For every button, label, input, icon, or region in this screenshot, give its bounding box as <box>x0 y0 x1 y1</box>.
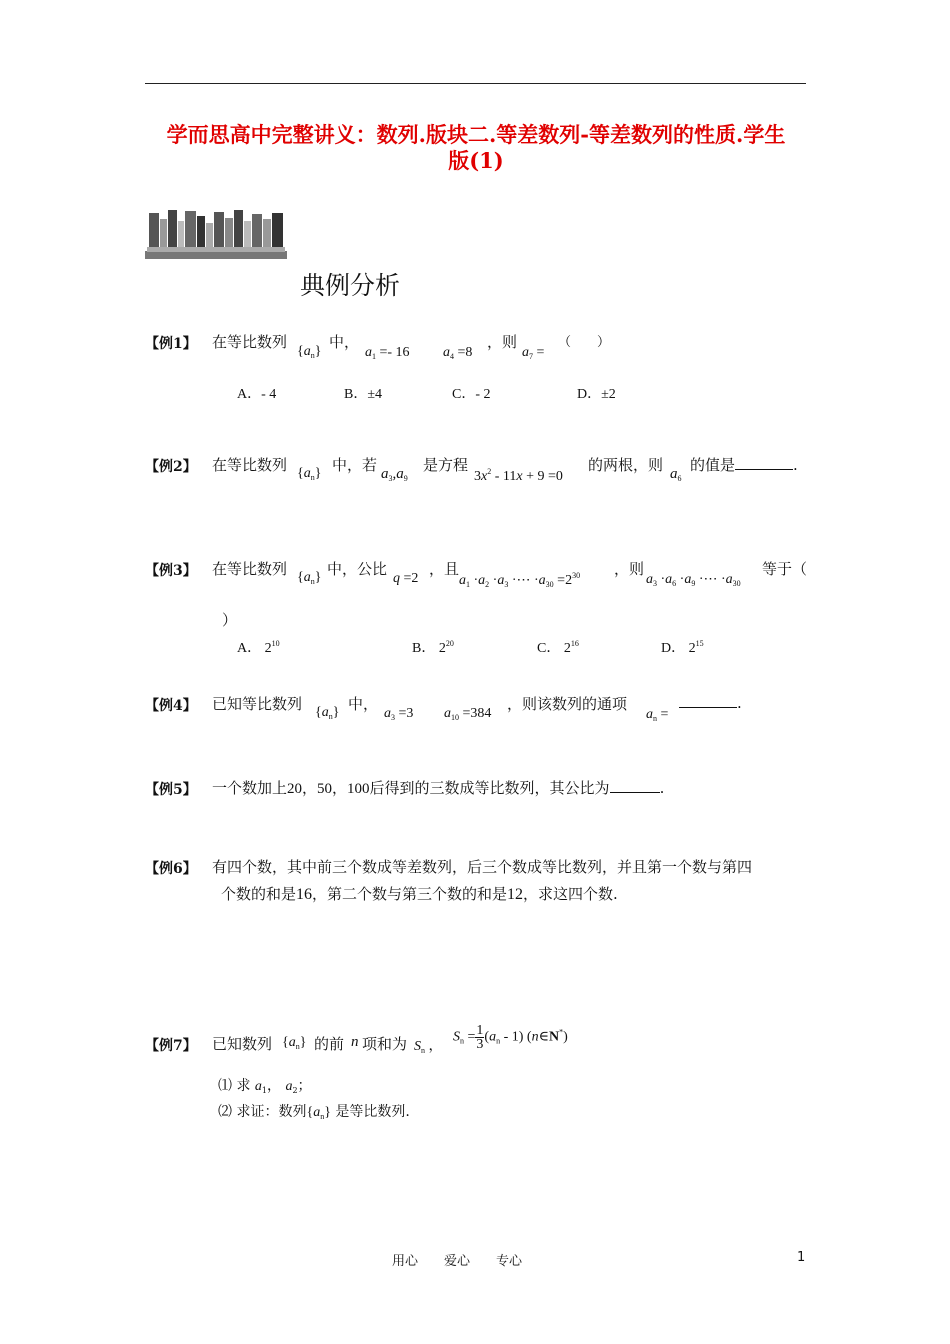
example-6-label: 【例6】 <box>145 861 197 877</box>
example-1-option-b: B．±4 <box>344 387 383 402</box>
title-line-1: 学而思高中完整讲义：数列.版块二.等差数列-等差数列的性质.学生 <box>166 122 786 147</box>
example-2-text-d: 的两根，则 <box>588 456 664 474</box>
page-number: 1 <box>797 1250 806 1265</box>
example-2-equation: $3x^2 - 11x + 9 =0$ <box>474 467 563 484</box>
title-line-2: 版(1) <box>448 148 504 173</box>
example-1-cond-1: $a_1 =- 16$ <box>365 345 410 361</box>
example-4-cond-1: $a_3 =3$ <box>384 706 414 722</box>
example-3-text-e: 等于（ <box>762 560 808 578</box>
example-4-blank: . <box>679 693 742 712</box>
example-2-a6: $a_6$ <box>670 466 682 483</box>
example-2-label: 【例2】 <box>145 459 197 475</box>
example-3-ratio: q =2 <box>393 571 419 586</box>
example-4-seq-an: $\{a_n\}$ <box>315 705 340 721</box>
example-3-option-a: A． $2^{10}$ <box>237 639 280 656</box>
example-3-text-c: ，且 <box>429 560 460 578</box>
example-2-seq-an: $\{a_n\}$ <box>297 466 322 482</box>
example-1-paren: （ ） <box>558 335 611 350</box>
example-7-question-2: ⑵ 求证：数列$\{a_n\}$ 是等比数列. <box>218 1104 410 1121</box>
example-3-product-asked: $a_3 \cdot a_6 \cdot a_9$ ·⋯ $\cdot a_{30}$ <box>646 572 741 588</box>
example-1-option-c: C．- 2 <box>452 387 491 402</box>
example-1-option-a: A．- 4 <box>237 387 277 402</box>
example-4-label: 【例4】 <box>145 698 197 714</box>
example-7-fraction: $\frac{1}{3}$ <box>476 1023 484 1052</box>
example-7-text-c: 项和为 <box>362 1035 408 1053</box>
example-3-option-d: D． $2^{15}$ <box>661 639 704 656</box>
example-3-text-f: ） <box>222 611 238 629</box>
example-1-label: 【例1】 <box>145 336 197 352</box>
example-3-label: 【例3】 <box>145 563 197 579</box>
example-1-seq-an: $\{a_n\}$ <box>297 344 322 360</box>
example-6-line-2: 个数的和是16，第二个数与第三个数的和是12，求这四个数. <box>221 885 618 903</box>
example-3-text-b: 中，公比 <box>327 560 388 578</box>
example-7-label: 【例7】 <box>145 1038 197 1054</box>
example-3-text-a: 在等比数列 <box>212 560 288 578</box>
example-1-option-d: D．±2 <box>577 387 616 402</box>
example-7-sn: $S_n$ ， <box>414 1039 443 1055</box>
example-3-option-c: C． $2^{16}$ <box>537 639 579 656</box>
example-5-text: 一个数加上20，50，100后得到的三数成等比数列，其公比为 . <box>212 779 665 797</box>
example-4-text-c: ，则该数列的通项 <box>507 695 628 713</box>
example-1-a7: $a_7$ = <box>522 345 545 361</box>
example-4-text-b: 中， <box>348 695 379 713</box>
footer-text: 用心 爱心 专心 <box>392 1254 523 1269</box>
example-1-text-a: 在等比数列 <box>212 333 288 351</box>
example-7-question-1: ⑴ 求 $a_1$， $a_2$； <box>218 1078 312 1095</box>
example-7-n: n <box>351 1034 359 1050</box>
example-4-text-a: 已知等比数列 <box>212 695 303 713</box>
example-7-formula: $S_n$ = $\frac{1}{3}$ $(a_n - 1)$ (n∈N*) <box>453 1023 568 1052</box>
books-icon <box>143 207 289 261</box>
example-2-text-c: 是方程 <box>423 456 469 474</box>
example-7-seq-an: $\{a_n\}$ <box>282 1035 307 1051</box>
example-4-cond-2: $a_{10} =384$ <box>444 706 492 722</box>
example-2-text-e: 的值是 . <box>690 456 798 474</box>
example-3-seq-an: $\{a_n\}$ <box>297 570 322 586</box>
example-1-cond-2: $a_4 =8$ <box>443 345 473 361</box>
example-3-product-given: $a_1 \cdot a_2 \cdot a_3$ ·⋯ $\cdot a_{30} =2^{30}$ <box>459 571 581 589</box>
example-7-text-a: 已知数列 <box>212 1035 273 1053</box>
example-4-an: $a_n$ = <box>646 707 669 723</box>
example-2-text-b: 中，若 <box>332 456 378 474</box>
example-3-option-b: B． $2^{20}$ <box>412 639 454 656</box>
example-3-text-d: ，则 <box>614 560 645 578</box>
example-2-text-a: 在等比数列 <box>212 456 288 474</box>
example-5-label: 【例5】 <box>145 782 197 798</box>
example-7-text-b: 的前 <box>314 1035 345 1053</box>
example-2-roots: $a_3,a_9$ <box>381 466 408 483</box>
example-1-text-c: ，则 <box>487 333 518 351</box>
header-rule <box>145 83 806 84</box>
example-6-line-1: 有四个数，其中前三个数成等差数列，后三个数成等比数列，并且第一个数与第四 <box>212 858 753 876</box>
section-title: 典例分析 <box>300 271 401 300</box>
example-1-text-b: 中， <box>329 333 360 351</box>
document-title <box>140 122 812 174</box>
